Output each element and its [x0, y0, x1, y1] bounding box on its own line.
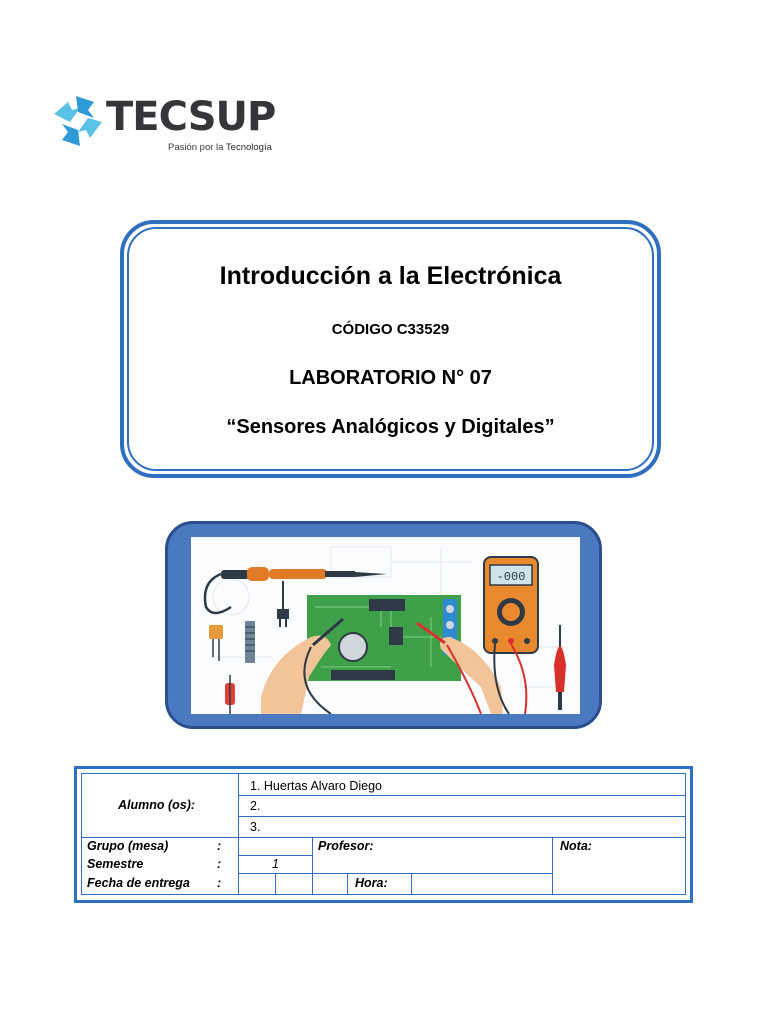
- circuit-board-illustration: [191, 537, 580, 714]
- profesor-label: Profesor:: [318, 839, 374, 853]
- semestre-colon: :: [217, 857, 222, 871]
- fecha-label: Fecha de entrega: [87, 876, 190, 890]
- logo-tagline: Pasión por la Tecnología: [168, 142, 272, 153]
- tecsup-emblem-icon: [50, 92, 106, 150]
- grupo-label: Grupo (mesa): [87, 839, 169, 853]
- lab-subject: “Sensores Analógicos y Digitales”: [226, 416, 555, 438]
- student-2[interactable]: 2.: [250, 799, 261, 813]
- title-panel: [120, 220, 661, 478]
- course-code: CÓDIGO C33529: [331, 321, 450, 338]
- course-title: Introducción a la Electrónica: [219, 262, 562, 290]
- capacitor-icon: [209, 625, 223, 639]
- grupo-colon: :: [217, 839, 222, 853]
- logo-wordmark: TECSUP: [106, 94, 276, 140]
- hora-label: Hora:: [355, 876, 388, 890]
- lab-number: LABORATORIO N° 07: [289, 367, 492, 389]
- student-3[interactable]: 3.: [250, 820, 261, 834]
- nota-label: Nota:: [560, 839, 592, 853]
- alumno-label: Alumno (os):: [118, 798, 196, 812]
- semestre-label: Semestre: [87, 857, 144, 871]
- semestre-value[interactable]: 1: [272, 857, 279, 871]
- screwdriver-icon: [554, 625, 566, 710]
- power-plug-icon: [277, 581, 289, 627]
- tecsup-logo: [50, 92, 280, 156]
- fecha-colon: :: [217, 876, 222, 890]
- multimeter-display: -000: [496, 570, 526, 584]
- electronics-illustration: [191, 537, 580, 714]
- student-1[interactable]: 1. Huertas Alvaro Diego: [250, 779, 383, 793]
